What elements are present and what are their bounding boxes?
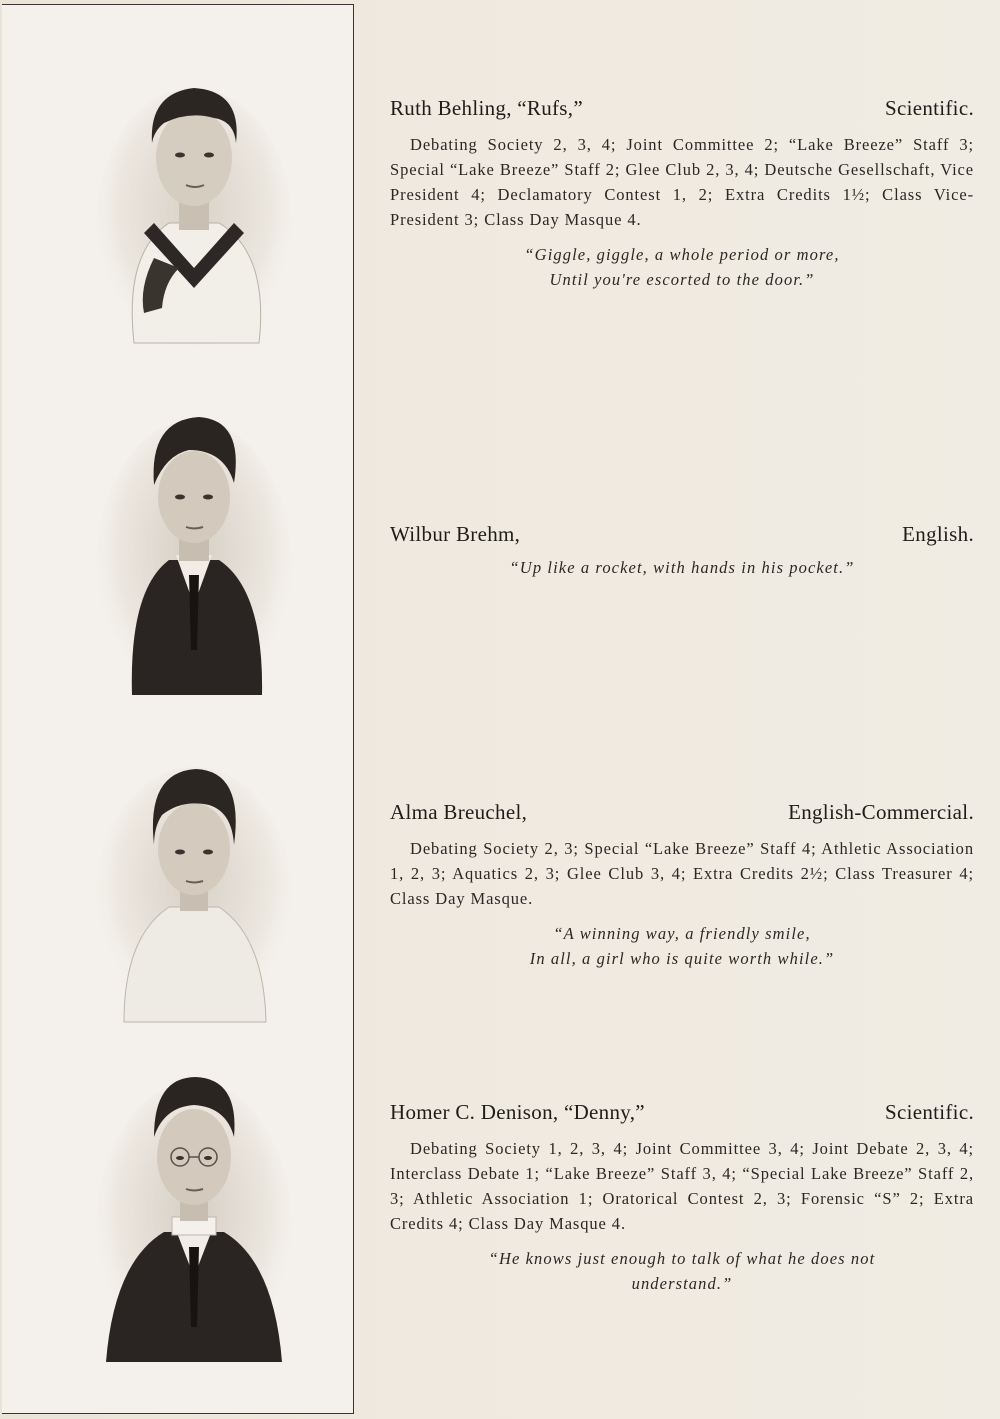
portrait-column <box>2 4 354 1414</box>
student-quote <box>390 242 974 292</box>
portrait-photo <box>94 1067 294 1367</box>
portrait-photo <box>94 757 294 1027</box>
student-name: Homer C. Denison, “Denny,” <box>390 1100 645 1124</box>
quote-line: “He knows just enough to talk of what he does not <box>488 1249 876 1268</box>
student-name: Alma Breuchel, <box>390 800 528 824</box>
course-name: English. <box>902 522 974 546</box>
student-quote <box>390 555 974 580</box>
entry-header <box>390 522 974 547</box>
portrait-homer-denison <box>94 1067 294 1367</box>
quote-line: “A winning way, a friendly smile, <box>553 924 811 943</box>
student-quote <box>390 921 974 971</box>
portrait-wilbur-brehm <box>94 405 294 705</box>
activities-text: Debating Society 2, 3; Special “Lake Breeze” Staff 4; Athletic Association 1, 2, 3; Aquatics 2, 3; Glee Club 3, 4; Extra Credits 2½; Class Treasurer 4; Class Day Masque. <box>390 839 974 908</box>
entry-header <box>390 96 974 121</box>
student-quote <box>390 1246 974 1296</box>
portrait-photo <box>94 405 294 705</box>
entry-header <box>390 1100 974 1125</box>
activities-text: Debating Society 2, 3, 4; Joint Committee 2; “Lake Breeze” Staff 3; Special “Lake Breeze” Staff 2; Glee Club 2, 3, 4; Deutsche Gesellschaft, Vice President 4; Declamatory Contest 1, 2; Extra Credits 1½; Class Vice-President 3; Class Day Masque 4. <box>390 135 974 229</box>
portrait-photo <box>94 73 294 353</box>
quote-line: In all, a girl who is quite worth while.” <box>529 949 835 968</box>
student-name: Ruth Behling, “Rufs,” <box>390 96 583 120</box>
course-name: English-Commercial. <box>788 800 974 824</box>
student-entry <box>390 522 974 580</box>
course-name: Scientific. <box>884 96 974 120</box>
quote-line: “Up like a rocket, with hands in his pocket.” <box>509 558 855 577</box>
student-entry <box>390 800 974 971</box>
portrait-ruth-behling <box>94 73 294 353</box>
entry-header <box>390 800 974 825</box>
student-name: Wilbur Brehm, <box>390 522 521 546</box>
quote-line: Until you're escorted to the door.” <box>549 270 815 289</box>
student-entry <box>390 1100 974 1296</box>
quote-line: “Giggle, giggle, a whole period or more, <box>524 245 840 264</box>
course-name: Scientific. <box>884 1100 974 1124</box>
activities-text: Debating Society 1, 2, 3, 4; Joint Committee 3, 4; Joint Debate 2, 3, 4; Interclass Debate 1; “Lake Breeze” Staff 3, 4; “Special Lake Breeze” Staff 2, 3; Athletic Association 1; Oratorical Contest 2, 3; Forensic “S” 2; Extra Credits 4; Class Day Masque 4. <box>390 1139 974 1233</box>
portrait-alma-breuchel <box>94 757 294 1027</box>
student-entry <box>390 96 974 292</box>
quote-line: understand.” <box>631 1274 733 1293</box>
